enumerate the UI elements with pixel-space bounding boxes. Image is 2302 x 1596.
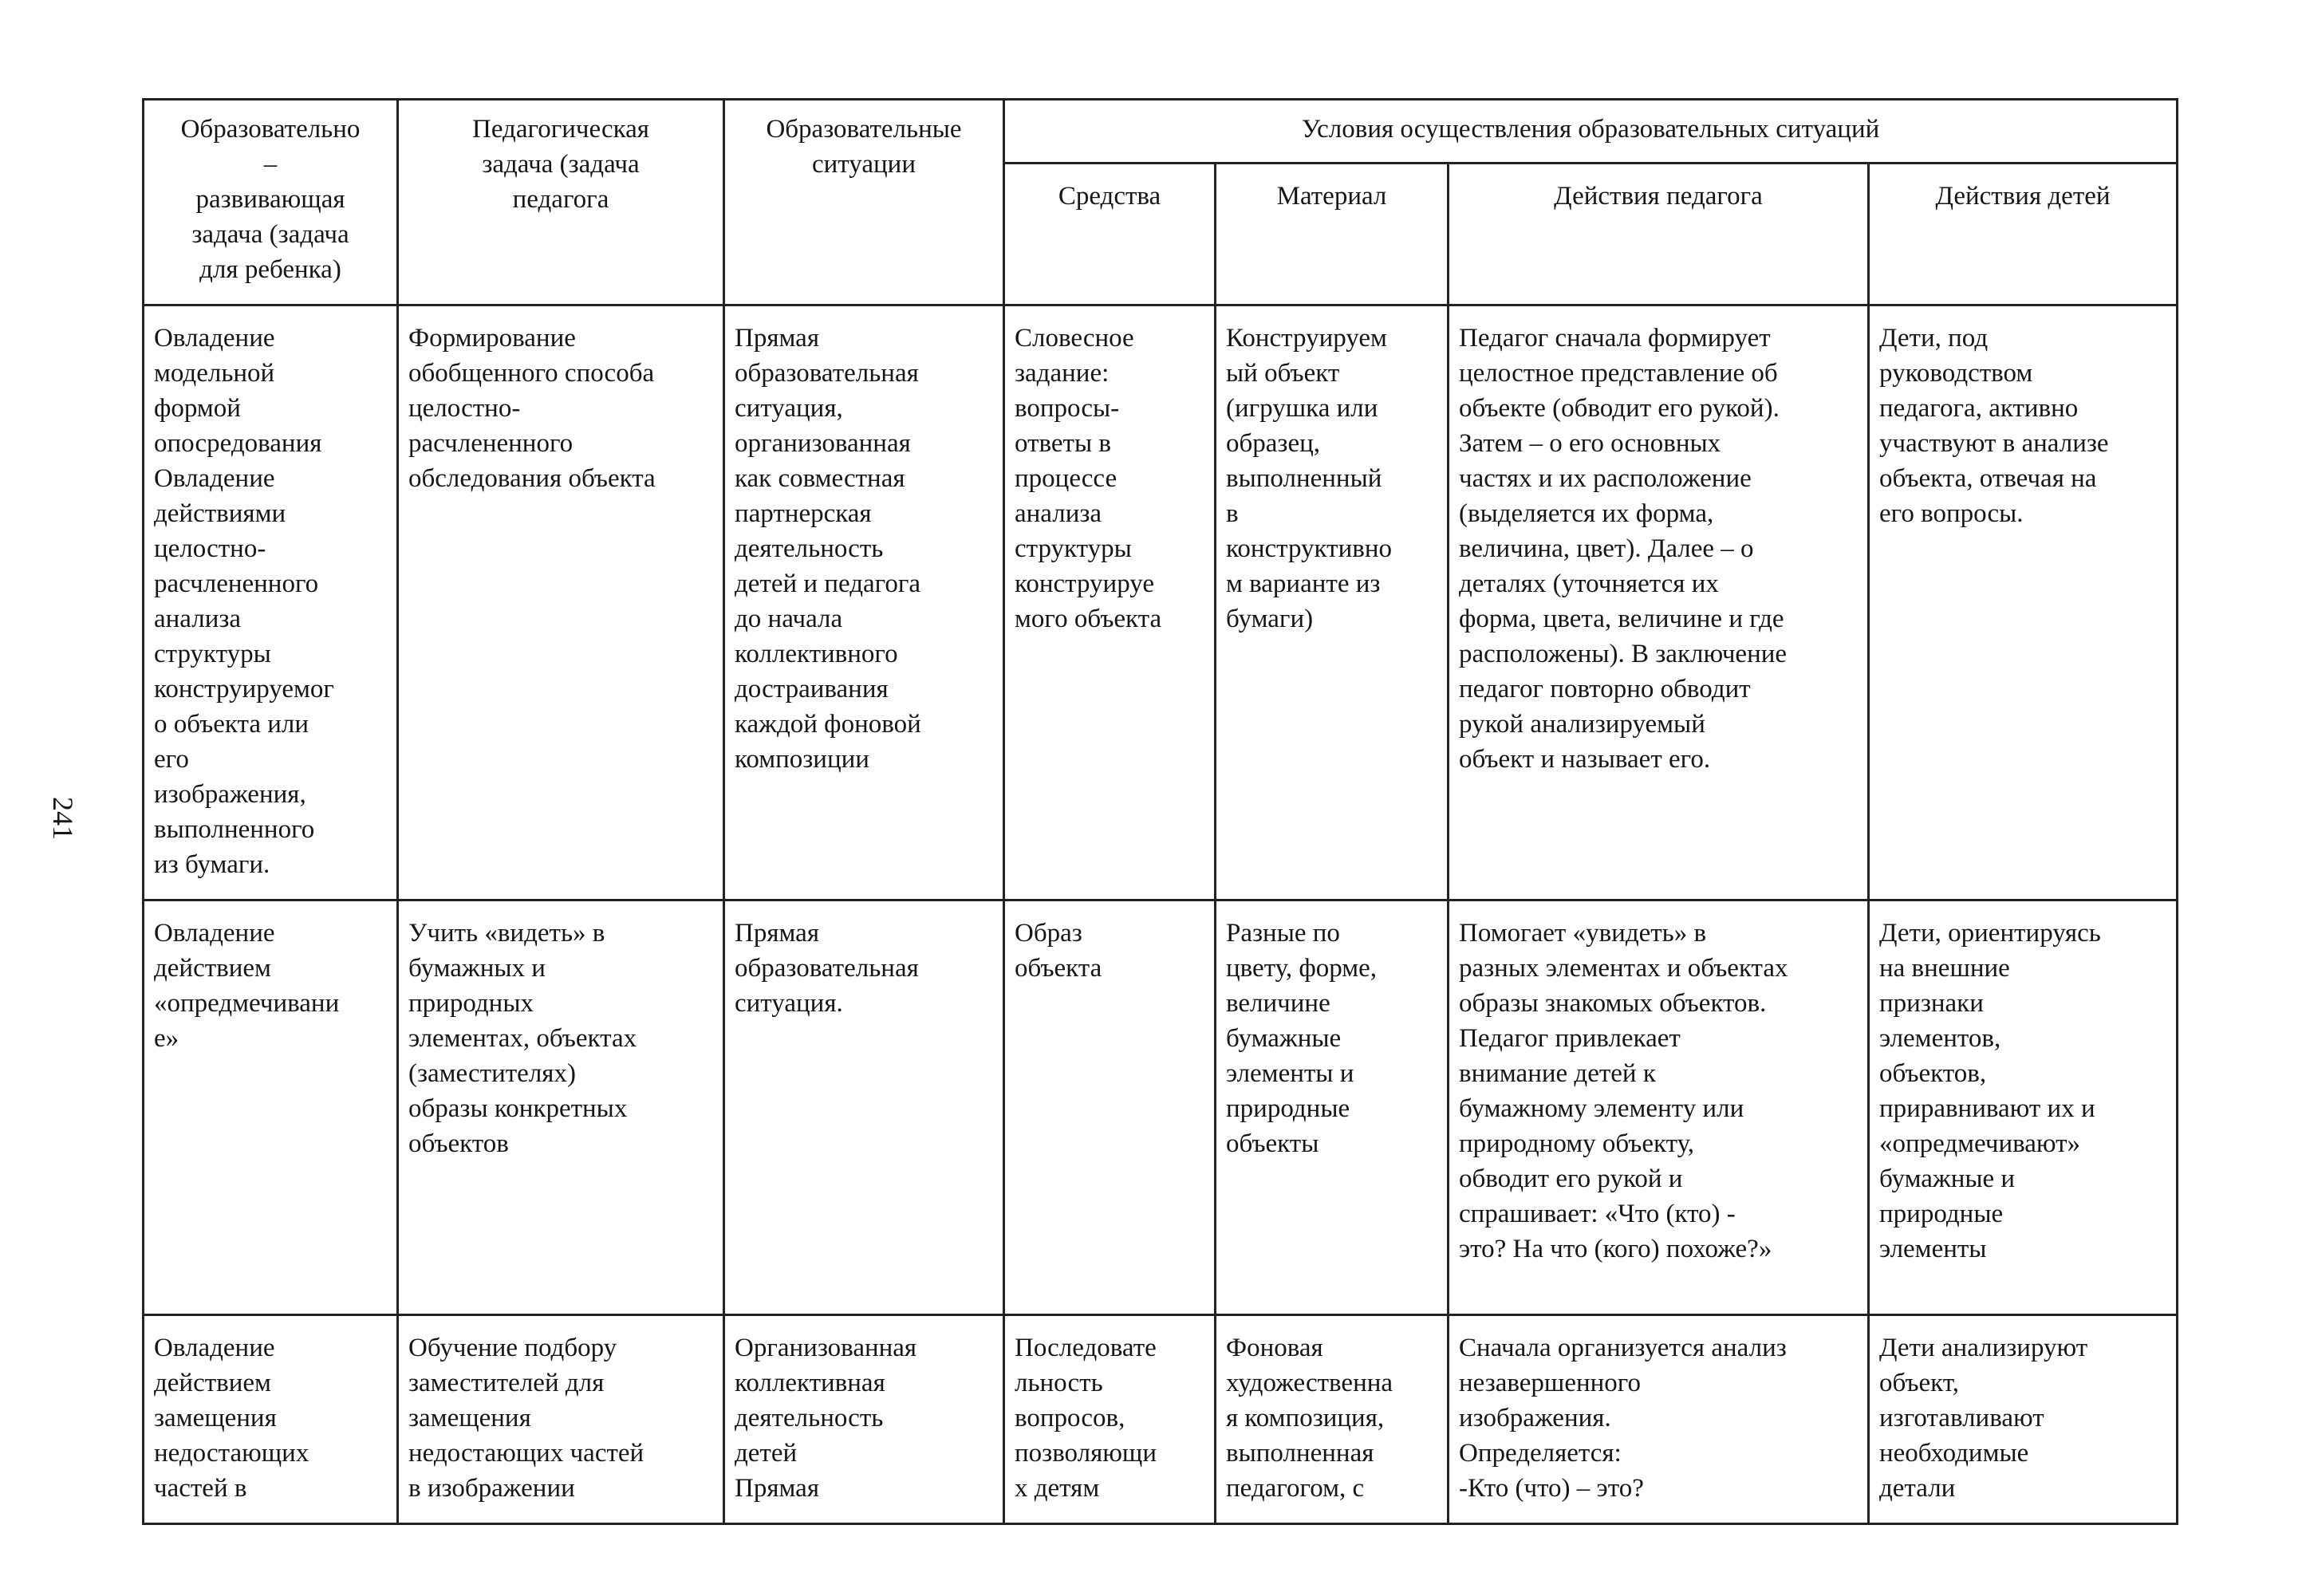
cell-material: Разные по цвету, форме, величине бумажные элементы и природные объекты xyxy=(1216,900,1449,1315)
cell-means: Образ объекта xyxy=(1004,900,1216,1315)
cell-children-actions: Дети, ориентируясь на внешние признаки элементов, объектов, приравнивают их и «опредмечивают» бумажные и природные элементы xyxy=(1869,900,2178,1315)
cell-situation: Прямая образовательная ситуация, организованная как совместная партнерская деятельность детей и педагога до начала коллективного достраивания каждой фоновой композиции xyxy=(724,305,1004,900)
header-material: Материал xyxy=(1216,164,1449,305)
header-teacher-actions: Действия педагога xyxy=(1449,164,1869,305)
cell-material: Конструируем ый объект (игрушка или образец, выполненный в конструктивно м варианте из бумаги) xyxy=(1216,305,1449,900)
header-means: Средства xyxy=(1004,164,1216,305)
header-ped-task: Педагогическая задача (задача педагога xyxy=(398,100,724,305)
education-table xyxy=(142,98,2178,1525)
cell-situation: Прямая образовательная ситуация. xyxy=(724,900,1004,1315)
table-row xyxy=(144,900,2178,1315)
cell-means: Последовате льность вопросов, позволяющи х детям xyxy=(1004,1315,1216,1524)
cell-ped-task: Формирование обобщенного способа целостно- расчлененного обследования объекта xyxy=(398,305,724,900)
header-situations: Образовательные ситуации xyxy=(724,100,1004,305)
cell-dev-task: Овладение действием замещения недостающих частей в xyxy=(144,1315,398,1524)
cell-teacher-actions: Помогает «увидеть» в разных элементах и объектах образы знакомых объектов. Педагог привлекает внимание детей к бумажному элементу или природному объекту, обводит его рукой и спрашивает: «Что (кто) - это? На что (кого) похоже?» xyxy=(1449,900,1869,1315)
page-number: 241 xyxy=(47,797,79,840)
cell-children-actions: Дети, под руководством педагога, активно участвуют в анализе объекта, отвечая на его вопросы. xyxy=(1869,305,2178,900)
cell-dev-task: Овладение модельной формой опосредования Овладение действиями целостно- расчлененного анализа структуры конструируемог о объекта или его изображения, выполненного из бумаги. xyxy=(144,305,398,900)
header-children-actions: Действия детей xyxy=(1869,164,2178,305)
header-dev-task: Образовательно – развивающая задача (задача для ребенка) xyxy=(144,100,398,305)
cell-material: Фоновая художественна я композиция, выполненная педагогом, с xyxy=(1216,1315,1449,1524)
cell-teacher-actions: Педагог сначала формирует целостное представление об объекте (обводит его рукой). Затем – о его основных частях и их расположение (выделяется их форма, величина, цвет). Далее – о деталях (уточняется их форма, цвета, величине и где расположены). В заключение педагог повторно обводит рукой анализируемый объект и называет его. xyxy=(1449,305,1869,900)
cell-children-actions: Дети анализируют объект, изготавливают необходимые детали xyxy=(1869,1315,2178,1524)
cell-ped-task: Учить «видеть» в бумажных и природных элементах, объектах (заместителях) образы конкретных объектов xyxy=(398,900,724,1315)
cell-ped-task: Обучение подбору заместителей для замещения недостающих частей в изображении xyxy=(398,1315,724,1524)
cell-situation: Организованная коллективная деятельность детей Прямая xyxy=(724,1315,1004,1524)
header-row-top xyxy=(144,100,2178,164)
cell-means: Словесное задание: вопросы- ответы в процессе анализа структуры конструируе мого объекта xyxy=(1004,305,1216,900)
table-row xyxy=(144,305,2178,900)
header-conditions-group: Условия осуществления образовательных ситуаций xyxy=(1004,100,2178,164)
table-row xyxy=(144,1315,2178,1524)
cell-teacher-actions: Сначала организуется анализ незавершенного изображения. Определяется: -Кто (что) – это? xyxy=(1449,1315,1869,1524)
cell-dev-task: Овладение действием «опредмечивани е» xyxy=(144,900,398,1315)
